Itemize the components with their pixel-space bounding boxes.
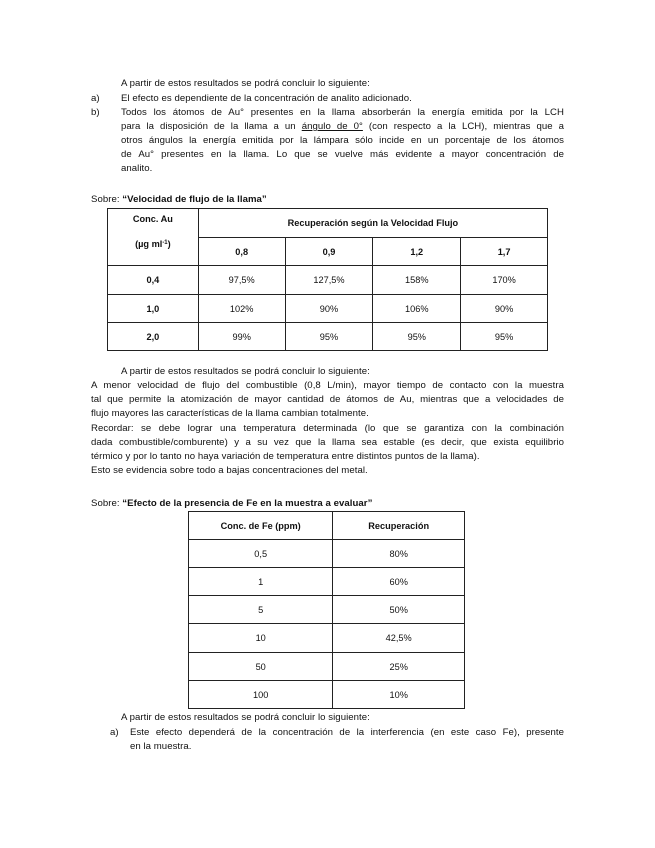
flow-header: 1,2 xyxy=(373,238,461,266)
list-item-fe-line2: en la muestra. xyxy=(130,741,192,752)
value-cell: 99% xyxy=(198,323,285,351)
value-cell: 90% xyxy=(461,295,548,323)
recovery-group-header: Recuperación según la Velocidad Flujo xyxy=(198,209,547,238)
list-item-b-line2: para la disposición de la llama a un ángulo de 0° (con respecto a la LCH), mientras que a xyxy=(121,121,564,132)
conc-cell: 10 xyxy=(189,624,333,653)
table-row xyxy=(189,568,465,596)
conclusion-intro-1: A partir de estos resultados se podrá concluir lo siguiente: xyxy=(121,78,370,89)
conc-cell: 1,0 xyxy=(108,295,199,323)
list-item-b-line3: otros ángulos la energía emitida por la lámpara sólo incide en un porcentaje de los átomos xyxy=(121,135,564,146)
conc-cell: 0,4 xyxy=(108,266,199,295)
paragraph-line: térmico y por lo tanto no haya variación de temperatura entre distintos puntos de la llama). xyxy=(91,451,480,462)
list-item-b-line5: analito. xyxy=(121,163,153,174)
list-marker-a: a) xyxy=(110,727,119,738)
flow-header: 1,7 xyxy=(461,238,548,266)
value-cell: 97,5% xyxy=(198,266,285,295)
value-cell: 25% xyxy=(333,653,465,681)
value-cell: 10% xyxy=(333,681,465,709)
flow-recovery-table xyxy=(107,208,548,351)
table-row xyxy=(189,681,465,709)
conc-cell: 1 xyxy=(189,568,333,596)
paragraph-line: flujo mayores las características de la llama cambian totalmente. xyxy=(91,408,369,419)
list-marker-a: a) xyxy=(91,93,100,104)
table-row xyxy=(189,596,465,624)
list-marker-b: b) xyxy=(91,107,100,118)
list-item-a-text: El efecto es dependiente de la concentración de analito adicionado. xyxy=(121,93,412,104)
conclusion-intro-3: A partir de estos resultados se podrá concluir lo siguiente: xyxy=(121,712,370,723)
conc-au-header: Conc. Au (µg $ml^{-1}$) xyxy=(108,209,199,266)
underlined-angle: ángulo de 0° xyxy=(301,121,363,132)
table-row xyxy=(108,266,548,295)
value-cell: 158% xyxy=(373,266,461,295)
value-cell: 80% xyxy=(333,540,465,568)
value-cell: 95% xyxy=(373,323,461,351)
list-item-fe-line1: Este efecto dependerá de la concentración de la interferencia (en este caso Fe), presente xyxy=(130,727,564,738)
value-cell: 42,5% xyxy=(333,624,465,653)
flow-header: 0,9 xyxy=(285,238,373,266)
fe-recovery-table xyxy=(188,511,465,709)
value-cell: 95% xyxy=(461,323,548,351)
list-item-b-line1: Todos los átomos de Au° presentes en la llama absorberán la energía emitida por la LCH xyxy=(121,107,564,118)
paragraph-line: Recordar: se debe lograr una temperatura determinada (lo que se garantiza con la combinación xyxy=(91,423,564,434)
value-cell: 90% xyxy=(285,295,373,323)
value-cell: 95% xyxy=(285,323,373,351)
paragraph-line: A menor velocidad de flujo del combustible (0,8 L/min), mayor tiempo de contacto con la muestra xyxy=(91,380,564,391)
value-cell: 127,5% xyxy=(285,266,373,295)
paragraph-line: dada combustible/comburente) y a su vez que la llama sea estable (es decir, que exista equilibrio xyxy=(91,437,564,448)
paragraph-line: tal que permite la atomización de mayor cantidad de átomos de Au, mientras que a velocidades de xyxy=(91,394,564,405)
conc-cell: 0,5 xyxy=(189,540,333,568)
conc-cell: 5 xyxy=(189,596,333,624)
section-heading-fe: Sobre: “Efecto de la presencia de Fe en la muestra a evaluar” xyxy=(91,498,373,509)
conc-cell: 2,0 xyxy=(108,323,199,351)
list-item-b-line4: de Au° presentes en la llama. Lo que se vuelve más evidente a mayor concentración de xyxy=(121,149,564,160)
table-row xyxy=(108,323,548,351)
table-row xyxy=(189,540,465,568)
table-row xyxy=(189,624,465,653)
value-cell: 106% xyxy=(373,295,461,323)
conclusion-intro-2: A partir de estos resultados se podrá concluir lo siguiente: xyxy=(121,366,370,377)
value-cell: 50% xyxy=(333,596,465,624)
conc-cell: 100 xyxy=(189,681,333,709)
fe-conc-header: Conc. de Fe (ppm) xyxy=(189,512,333,540)
value-cell: 60% xyxy=(333,568,465,596)
flow-header: 0,8 xyxy=(198,238,285,266)
table-row xyxy=(108,295,548,323)
value-cell: 102% xyxy=(198,295,285,323)
table-row xyxy=(189,653,465,681)
paragraph-line: Esto se evidencia sobre todo a bajas concentraciones del metal. xyxy=(91,465,368,476)
section-heading-flow: Sobre: “Velocidad de flujo de la llama” xyxy=(91,194,267,205)
recovery-header: Recuperación xyxy=(333,512,465,540)
conc-cell: 50 xyxy=(189,653,333,681)
value-cell: 170% xyxy=(461,266,548,295)
